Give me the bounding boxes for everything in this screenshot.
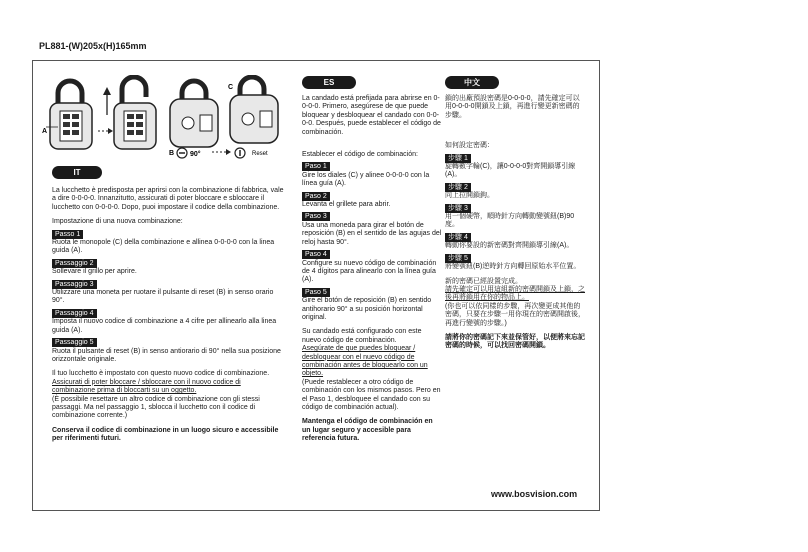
- it-step4-text: Imposta il nuovo codice di combinazione a 4 cifre per allinearlo alla linea guida (A).: [52, 318, 277, 334]
- it-done: Il tuo lucchetto è impostato con questo nuovo codice di combinazione.: [52, 370, 270, 378]
- website-link[interactable]: www.bosvision.com: [491, 489, 578, 499]
- reset-label: Reset: [252, 151, 268, 157]
- rotation-label: 90°: [190, 151, 201, 158]
- es-warning: Asegúrate de que puedes bloquear / desbloquear con el nuevo código de combinación antes de bloquearlo con un objeto.: [302, 345, 428, 378]
- zh-setup-title: 如何設定密碼：: [445, 142, 494, 150]
- es-step1-text: Gire los diales (C) y alinee 0-0-0-0 con la línea guía (A).: [302, 171, 430, 188]
- it-intro: La lucchetto è predisposta per aprirsi con la combinazione di fabbrica, vale a dire 0-0-0-0. Innanzitutto, assicurati di poter bloccare e sbloccare il lucchetto con 0-0-0-0. Dopo, puoi impostare il codice della combinazione.: [52, 187, 284, 211]
- zh-step3-label: 步驟 3: [445, 204, 471, 213]
- padlock-side-icon: [230, 77, 278, 143]
- zh-reset-note: (你也可以依同樣的步驟，再次變更成其他的密碼，只要在步驟一用你現在的密碼開啟後，再進行變號的步驟。): [445, 302, 585, 327]
- zh-step4-label: 步驟 4: [445, 233, 471, 242]
- es-setup-title: Establecer el código de combinación:: [302, 151, 418, 159]
- it-keep: Conserva il codice di combinazione in un luogo sicuro e accessibile per riferimenti futuri.: [52, 426, 279, 443]
- es-keep: Mantenga el código de combinación en un lugar seguro y accesible para referencia futura.: [302, 418, 433, 443]
- es-column: [302, 76, 442, 444]
- it-step5-text: Ruota il pulsante di reset (B) in senso antiorario di 90° nella sua posizione orizzontale originale.: [52, 347, 281, 363]
- zh-step1-label: 步驟 1: [445, 154, 471, 163]
- zh-step3-text: 用一個硬幣，順時針方向轉動變號鈕(B)90度。: [445, 213, 575, 229]
- es-step3-text: Usa una moneda para girar el botón de reposición (B) en el sentido de las agujas del reloj hasta 90°.: [302, 221, 442, 246]
- it-step1-text: Ruota le monopole (C) della combinazione e allinea 0-0-0-0 con la linea guida (A).: [52, 239, 275, 255]
- zh-step2-label: 步驟 2: [445, 183, 471, 192]
- es-done: Su candado está configurado con este nuevo código de combinación.: [302, 328, 422, 344]
- es-intro: La candado está prefijada para abrirse en 0-0-0-0. Primero, asegúrese de que puede bloquear y desbloquear el candado con 0-0-0-0. Después, puede establecer el código de combinación.: [302, 95, 441, 136]
- zh-warning: 請先確定可以用這組新的密碼開鎖及上鎖，之後再將鎖用在你的物品上。: [445, 285, 585, 302]
- it-reset-note: (È possibile resettare un altro codice di combinazione con gli stessi passaggi. Ma nel passaggio 1, sblocca il lucchetto con il codice di combinazione corrente.): [52, 395, 260, 420]
- es-step4-label: Paso 4: [302, 250, 330, 259]
- zh-step1-text: 旋轉數字輪(C)，讓0-0-0-0對齊開鎖導引線(A)。: [445, 163, 576, 179]
- zh-column: [445, 76, 585, 351]
- padlock-illustration: [42, 75, 292, 165]
- zh-step5-label: 步驟 5: [445, 254, 471, 263]
- it-setup-title: Impostazione di una nuova combinazione:: [52, 218, 183, 226]
- zh-intro: 鎖的出廠預設密碼是0-0-0-0，請先確定可以用0-0-0-0開鎖及上鎖，再進行變更新密碼的步驟。: [445, 95, 580, 119]
- es-step2-text: Levanta el grillete para abrir.: [302, 201, 391, 209]
- label-c: C: [228, 84, 234, 91]
- it-step5-label: Passaggio 5: [52, 338, 97, 347]
- it-column: [52, 166, 285, 444]
- it-badge: IT: [52, 166, 102, 179]
- es-step5-text: Gire el botón de reposición (B) en sentido antihorario 90° a su posición horizontal original.: [302, 297, 432, 321]
- label-a: A: [42, 128, 48, 135]
- zh-keep: 請將你的密碼記下來並保管好，以便將來忘記密碼的時候，可以找回密碼開鎖。: [445, 333, 585, 350]
- padlock-open-icon: [114, 77, 156, 149]
- zh-step5-text: 將變號鈕(B)逆時針方向轉回原始水平位置。: [445, 263, 581, 271]
- it-step2-text: Sollevare il grillo per aprire.: [52, 268, 137, 276]
- zh-step4-text: 轉動你要設的新密碼對齊開鎖導引線(A)。: [445, 242, 574, 250]
- it-step3-label: Passaggio 3: [52, 280, 97, 289]
- zh-badge: 中文: [445, 76, 499, 89]
- es-step1-label: Paso 1: [302, 162, 330, 171]
- it-step1-label: Passo 1: [52, 230, 83, 239]
- es-step5-label: Paso 5: [302, 288, 330, 297]
- es-step3-label: Paso 3: [302, 212, 330, 221]
- es-step4-text: Configure su nuevo código de combinación de 4 dígitos para alinearlo con la línea guía (A).: [302, 259, 437, 284]
- padlock-rear-icon: [170, 81, 218, 147]
- zh-done: 新的密碼已經設置完成。: [445, 277, 522, 285]
- es-step2-label: Paso 2: [302, 192, 330, 201]
- label-b: B: [169, 150, 175, 157]
- es-reset-note: (Puede restablecer a otro código de combinación con los mismos pasos. Pero en el Paso 1, desbloquee el candado con su código de combinación actual).: [302, 378, 441, 411]
- es-badge: ES: [302, 76, 356, 89]
- model-header: PL881-(W)205x(H)165mm: [39, 41, 147, 51]
- padlock-closed-icon: [50, 81, 92, 149]
- it-step2-label: Passaggio 2: [52, 259, 97, 268]
- it-step4-label: Passaggio 4: [52, 309, 97, 318]
- it-step3-text: Utilizzare una moneta per ruotare il pulsante di reset (B) in senso orario 90°.: [52, 289, 274, 305]
- it-warning: Assicurati di poter bloccare / sbloccare con il nuovo codice di combinazione prima di bloccarti su un oggetto.: [52, 378, 241, 395]
- zh-step2-text: 向上拉開鎖鉤。: [445, 192, 494, 200]
